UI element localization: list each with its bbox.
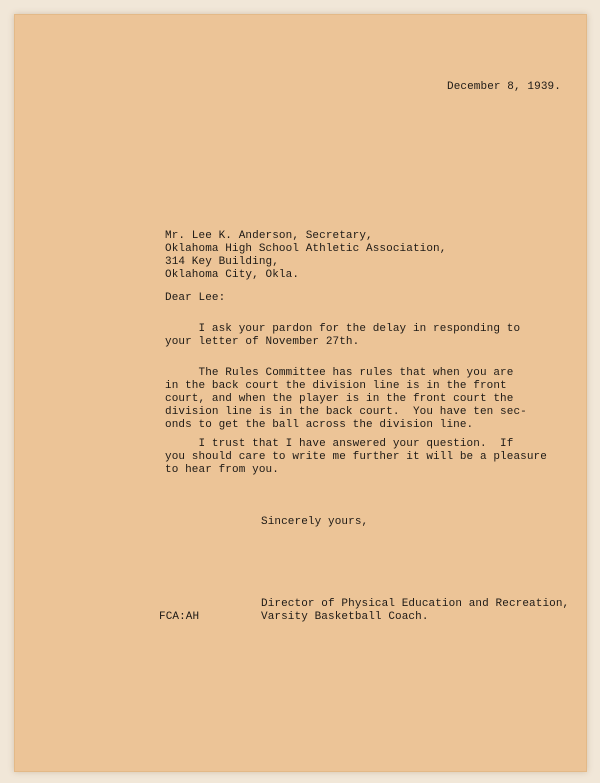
- recipient-line: Oklahoma High School Athletic Association,: [165, 243, 447, 255]
- recipient-line: Oklahoma City, Okla.: [165, 269, 300, 281]
- body-paragraph: I ask your pardon for the delay in responding to your letter of November 27th.: [165, 323, 521, 348]
- signature-title-line: Varsity Basketball Coach.: [261, 611, 429, 623]
- letter-page: [14, 14, 587, 772]
- body-paragraph: I trust that I have answered your question. If you should care to write me further it will be a pleasure to hear from you.: [165, 438, 547, 476]
- recipient-line: 314 Key Building,: [165, 256, 279, 268]
- recipient-address: [165, 230, 446, 282]
- signature-title: [261, 598, 569, 624]
- reference-initials: FCA:AH: [159, 611, 200, 623]
- letter-date: December 8, 1939.: [447, 81, 561, 93]
- recipient-line: Mr. Lee K. Anderson, Secretary,: [165, 230, 373, 242]
- signature-title-line: Director of Physical Education and Recreation,: [261, 598, 570, 610]
- body-paragraph: The Rules Committee has rules that when you are in the back court the division line is in the front court, and when the player is in the front court the division line is in the back court. You have ten sec- onds to get the ball across the division line.: [165, 367, 527, 431]
- closing: Sincerely yours,: [261, 516, 369, 528]
- salutation: Dear Lee:: [165, 292, 226, 304]
